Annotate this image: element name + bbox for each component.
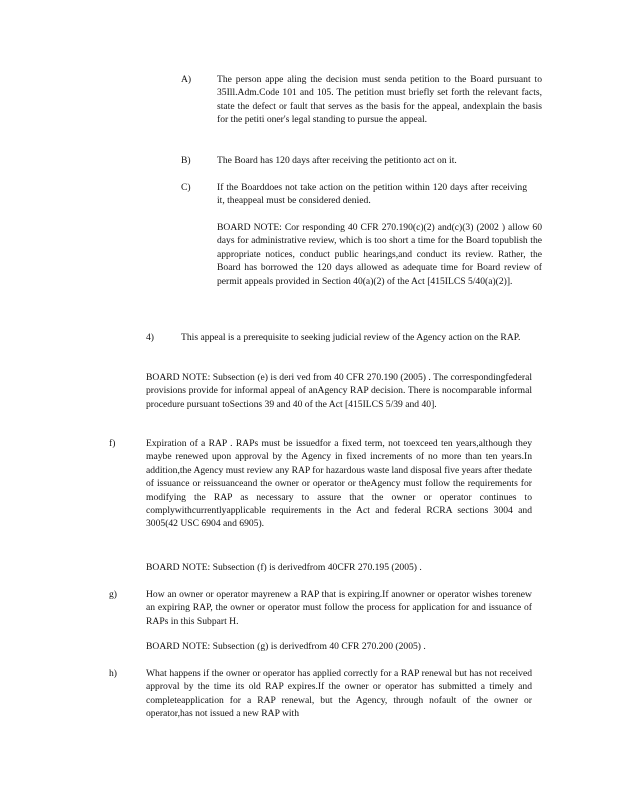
board-note-4: BOARD NOTE: Subsection (e) is deri ved from 40 CFR 270.190 (2005) . The correspondingfederal provisions provide for informal appeal of anAgency RAP decision. There is nocomparable informal procedure pursuant toSections 39 and 40 of the Act [415ILCS 5/39 and 40]. [146,372,532,410]
board-note-c: BOARD NOTE: Cor responding 40 CFR 270.190(c)(2) and(c)(3) (2002 ) allow 60 days for administrative review, which is too short a time for the Board topublish the appropriate notices, conduct public hearings,and conduct its review. Rather, the Board has borrowed the 120 days allowed as adequate time for Board review of permit appeals provided in Section 40(a)(2) of the Act [415ILCS 5/40(a)(2)]. [217,222,542,287]
item-text-h: What happens if the owner or operator has applied correctly for a RAP renewal but has not received approval by the time its old RAP expires.If the owner or operator has submitted a timely and completeapplication for a RAP renewal, but the Agency, through nofault of the owner or operator,has not issued a new RAP with [146,668,532,720]
item-label-g: g) [109,589,117,600]
item-label-h: h) [109,668,117,679]
item-text-b: The Board has 120 days after receiving the petitionto act on it. [217,155,457,166]
item-text-4: This appeal is a prerequisite to seeking judicial review of the Agency action on the RAP. [181,332,521,343]
item-label-b: B) [181,155,191,166]
item-label-c: C) [181,182,191,193]
item-text-a: The person appe aling the decision must senda petition to the Board pursuant to 35Ill.Adm.Code 101 and 105. The petition must briefly set forth the relevant facts, state the defect or fault that serves as the basis for the appeal, andexplain the basis for the petiti oner's legal standing to pursue the appeal. [217,74,542,126]
item-text-c: If the Boarddoes not take action on the petition within 120 days after receiving it, theappeal must be considered denied. [217,182,527,207]
board-note-g: BOARD NOTE: Subsection (g) is derivedfrom 40 CFR 270.200 (2005) . [146,641,426,652]
item-text-g: How an owner or operator mayrenew a RAP that is expiring.If anowner or operator wishes torenew an expiring RAP, the owner or operator must follow the process for application for and issuance of RAPs in this Subpart H. [146,589,532,627]
item-label-f: f) [109,438,116,449]
item-label-4: 4) [146,332,154,343]
item-text-f: Expiration of a RAP . RAPs must be issuedfor a fixed term, not toexceed ten years,although they maybe renewed upon approval by the Agency in fixed increments of no more than ten years.In addition,the Agency must review any RAP for hazardous waste land disposal five years after thedate of issuance or reissuanceand the owner or operator or theAgency must follow the requirements for modifying the RAP as necessary to assure that the owner or operator continues to complywithcurrentlyapplicable requirements in the Act and federal RCRA sections 3004 and 3005(42 USC 6904 and 6905). [146,438,532,530]
board-note-f: BOARD NOTE: Subsection (f) is derivedfrom 40CFR 270.195 (2005) . [146,562,422,573]
item-label-a: A) [181,74,192,85]
